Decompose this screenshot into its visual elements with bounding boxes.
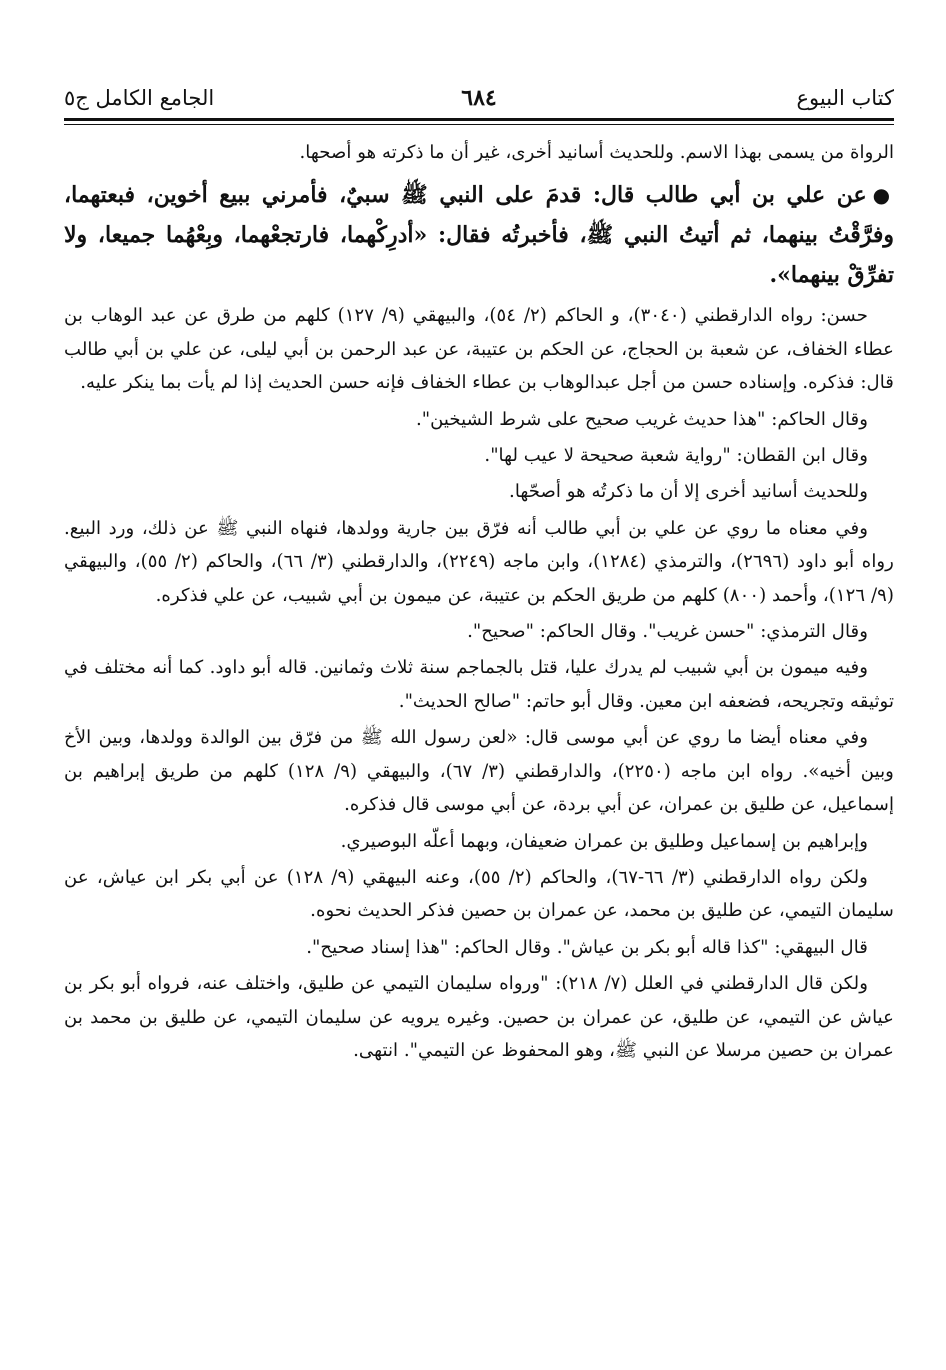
paragraph: حسن: رواه الدارقطني (٣٠٤٠)، و الحاكم (٢/ ٥٤)، والبيهقي (٩/ ١٢٧) كلهم من طرق عن عبد الوهاب بن عطاء الخفاف، عن شعبة بن الحجاج، عن الحكم بن عتيبة، عن عبد الرحمن بن أبي ليلى، عن علي بن أبي طالب قال: فذكره. وإسناده حسن من أجل عبدالوهاب بن عطاء الخفاف فإنه حسن الحديث إذا لم يأت بما ينكر عليه.: [64, 305, 894, 394]
book-title: الجامع الكامل ج٥: [64, 86, 215, 110]
paragraph: وللحديث أسانيد أخرى إلا أن ما ذكرتُه هو أصحّها.: [509, 481, 868, 503]
page-body: [64, 136, 894, 1067]
paragraph: قال البيهقي: "كذا قاله أبو بكر بن عياش". وقال الحاكم: "هذا إسناد صحيح".: [306, 936, 868, 958]
header-rule-thick: [64, 118, 894, 121]
paragraph: وقال الحاكم: "هذا حديث غريب صحيح على شرط الشيخين".: [415, 408, 868, 430]
page-header: [64, 82, 894, 122]
hadith-text-content: عن علي بن أبي طالب قال: قدمَ على النبي ﷺ سبيٌ، فأمرني ببيع أخوين، فبعتهما، وفرَّقْتُ بينهما، ثم أتيتُ النبي ﷺ، فأخبرتُه فقال: «أدرِكْهما، فارتجعْهما، وبِعْهُما جميعا، ولا تفرِّقْ بينهما».: [64, 182, 894, 289]
paragraph: وفيه ميمون بن أبي شبيب لم يدرك عليا، قتل بالجماجم سنة ثلاث وثمانين. قاله أبو داود. كما أنه مختلف في توثيقه وتجريحه، فضعفه ابن معين. وقال أبو حاتم: "صالح الحديث".: [64, 657, 894, 712]
paragraph: وفي معناه أيضا ما روي عن أبي موسى قال: «لعن رسول الله ﷺ من فرّق بين الوالدة وولدها، وبين الأخ وبين أخيه». رواه ابن ماجه (٢٢٥٠)، والدارقطني (٣/ ٦٧)، والبيهقي (٩/ ١٢٨) كلهم من طريق إبراهيم بن إسماعيل، عن طليق بن عمران، عن أبي بردة، عن أبي موسى قال فذكره.: [64, 727, 894, 816]
hadith-text: [64, 175, 894, 295]
paragraph: وقال ابن القطان: "رواية شعبة صحيحة لا عيب لها".: [484, 445, 868, 467]
paragraph: وإبراهيم بن إسماعيل وطليق بن عمران ضعيفان، وبهما أعلّه البوصيري.: [340, 830, 868, 852]
header-rule-thin: [64, 124, 894, 125]
paragraph: ولكن قال الدارقطني في العلل (٧/ ٢١٨): "ورواه سليمان التيمي عن طليق، واختلف عنه، فرواه أبو بكر بن عياش عن التيمي، عن طليق، عن عمران بن حصين. وغيره يرويه عن سليمان التيمي، عن طليق بن محمد بن عمران بن حصين مرسلا عن النبي ﷺ، وهو المحفوظ عن التيمي". انتهى.: [64, 973, 894, 1061]
paragraph: ولكن رواه الدارقطني (٣/ ٦٦-٦٧)، والحاكم (٢/ ٥٥)، وعنه البيهقي (٩/ ١٢٨) عن أبي بكر ابن عياش، عن سليمان التيمي، عن طليق بن محمد، عن عمران بن حصين فذكر الحديث نحوه.: [64, 866, 894, 922]
book-section-title: كتاب البيوع: [796, 86, 894, 110]
paragraph: وفي معناه ما روي عن علي بن أبي طالب أنه فرّق بين جارية وولدها، فنهاه النبي ﷺ عن ذلك، ورد البيع. رواه أبو داود (٢٦٩٦)، والترمذي (١٢٨٤)، وابن ماجه (٢٢٤٩)، والدارقطني (٣/ ٦٦)، والحاكم (٢/ ٥٥)، والبيهقي (٩/ ١٢٦)، وأحمد (٨٠٠) كلهم من طريق الحكم بن عتيبة، عن ميمون بن أبي شبيب، عن علي فذكره.: [64, 517, 894, 606]
paragraph: الرواة من يسمى بهذا الاسم. وللحديث أسانيد أخرى، غير أن ما ذكرته هو أصحها.: [299, 142, 894, 163]
paragraph: وقال الترمذي: "حسن غريب". وقال الحاكم: "صحيح".: [467, 621, 868, 643]
page-number: ٦٨٤: [461, 85, 497, 111]
bullet-icon: ●: [872, 183, 895, 208]
